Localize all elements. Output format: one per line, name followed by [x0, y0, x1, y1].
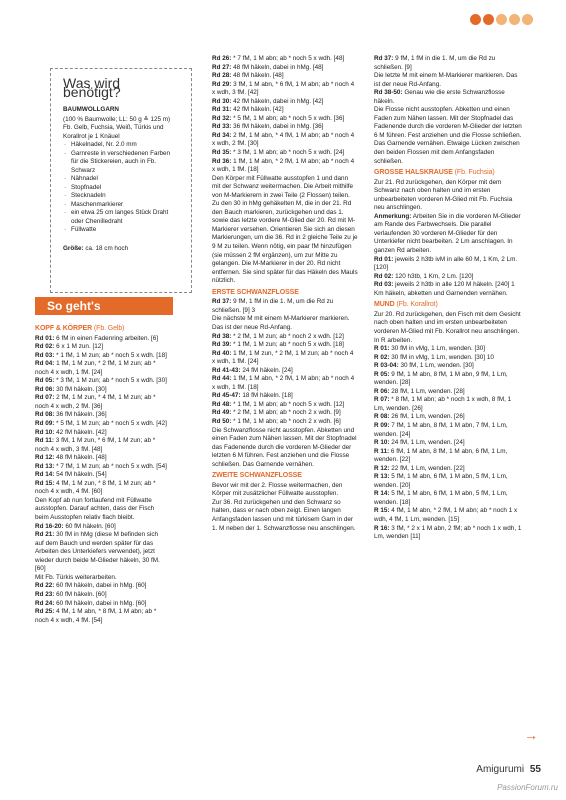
instruction-line	[374, 106, 522, 166]
instruction-text: 26 fM, 1 Lm, wenden. [26]	[389, 413, 465, 421]
round-label: Rd 02:	[35, 343, 55, 351]
instruction-line	[35, 386, 167, 395]
round-label: Rd 05:	[35, 377, 55, 385]
list-item: · Garnreste in verschiedenen Farben für die Stickereien, auch in Fb. Schwarz	[63, 150, 179, 176]
instruction-text: 48 fM häkeln. [48]	[54, 454, 107, 462]
instruction-text: 24 fM, 1 Lm, wenden. [24]	[389, 439, 465, 447]
size-line	[63, 245, 179, 254]
instruction-line	[35, 343, 167, 352]
section-heading-color: (Fb. Fuchsia)	[454, 169, 495, 177]
instruction-line	[35, 360, 167, 377]
instruction-line	[212, 81, 358, 98]
instruction-text: Zur 36. Rd zurückgehen und den Schwanz so halten, dass er nach oben zeigt. Einen langen Anfangsfaden lassen und mit türkisem Garn in der 1. M neben der 1. Schwanzflosse neu anschlingen.	[212, 498, 356, 532]
instruction-text: 22 fM, 1 Lm, wenden. [22]	[389, 464, 465, 472]
round-label: R 06:	[374, 387, 390, 395]
round-label: Rd 12:	[35, 454, 55, 462]
round-label: R 01:	[374, 345, 390, 353]
round-label: Rd 37:	[212, 298, 232, 306]
instruction-text: 3 fM, 1 M abn, * 6 fM, 1 M abn; ab * noch 4 x wdh, 3 fM. [42]	[212, 80, 355, 97]
instruction-text: 42 fM häkeln, dabei in hMg. [42]	[231, 97, 324, 105]
section-heading	[212, 472, 358, 481]
round-label: Rd 07:	[35, 394, 55, 402]
instruction-line	[374, 72, 522, 89]
instruction-line	[374, 362, 522, 371]
round-label: Rd 39:	[212, 341, 232, 349]
round-label: Rd 03:	[35, 351, 55, 359]
round-label: Rd 04:	[35, 360, 55, 368]
instruction-line	[212, 315, 358, 332]
instruction-text: * 3 fM, 1 M zun; ab * noch 5 x wdh. [30]	[54, 377, 167, 385]
instruction-line	[374, 345, 522, 354]
instruction-line	[35, 523, 167, 532]
round-label: Rd 01:	[374, 255, 394, 263]
column-1	[35, 322, 167, 625]
round-label: Rd 24:	[35, 599, 55, 607]
instruction-line	[374, 422, 522, 439]
instruction-text: * 1 fM, 1 M zun; ab * noch 5 x wdh. [18]	[231, 341, 344, 349]
round-label: R 16:	[374, 524, 390, 532]
instruction-line	[374, 55, 522, 72]
yarn-header: BAUMWOLLGARN	[63, 106, 119, 113]
instruction-text: 3 fM, * 2 x 1 M abn, 2 fM; ab * noch 1 x wdh, 1 Lm, wenden [11]	[374, 524, 522, 541]
instruction-text: Die Schwanzflosse nicht ausstopfen. Abketten und einen Faden zum Nähen lassen. Mit der Stopfnadel das Fadenende durch die vorderen M-Glieder der letzten 6 M führen. Fest anziehen und die Flosse schließen. Das Garnende vernähen.	[212, 426, 357, 468]
instruction-text: 60 fM häkeln, dabei in hMg. [60]	[54, 582, 147, 590]
instruction-text: Zur 20. Rd zurückgehen, den Fisch mit dem Gesicht nach oben halten und im ersten unbearbeiteten vorderen M-Glied mit Fb. Korallrot neu anschlingen. In R arbeiten.	[374, 310, 521, 344]
magazine-name: Amigurumi	[476, 764, 525, 775]
round-label: Rd 49:	[212, 409, 232, 417]
round-label: Rd 08:	[35, 411, 55, 419]
section-heading-color: (Fb. Korallrot)	[396, 301, 438, 309]
section-heading-text: ZWEITE SCHWANZFLOSSE	[212, 472, 302, 480]
instruction-text: * 7 fM, 1 M zun; ab * noch 5 x wdh. [54]	[54, 462, 167, 470]
section-heading	[35, 325, 167, 334]
instruction-line	[374, 525, 522, 542]
round-label: Rd 25:	[35, 608, 55, 616]
instruction-text: 48 fM häkeln, dabei in hMg. [48]	[231, 63, 324, 71]
instruction-text: 30 fM in vMg, 1 Lm, wenden. [30]	[389, 345, 486, 353]
round-label: Rd 21:	[35, 531, 55, 539]
round-label: Rd 38:	[212, 332, 232, 340]
instruction-text: 30 fM, 1 Lm, wenden. [30]	[398, 362, 474, 370]
round-label: R 13:	[374, 473, 390, 481]
section-heading-text: ERSTE SCHWANZFLOSSE	[212, 288, 299, 296]
instruction-text: Die Flosse nicht ausstopfen. Abketten und einen Faden zum Nähen lassen. Mit der Stopfnadel das Fadenende durch die vorderen M-Glieder der letzten 6 M führen. Fest anziehen und die Flosse schließen. Das Garnende vernähen. Etwaige Lücken zwischen den beiden Flossen mit dem Anfangsfaden schließen.	[374, 106, 522, 165]
round-label: Rd 48:	[212, 400, 232, 408]
section-heading	[374, 301, 522, 310]
instruction-text: Mit Fb. Türkis weiterarbeiten.	[35, 573, 117, 581]
instruction-line	[212, 98, 358, 107]
list-item: · Nähnadel	[63, 175, 179, 184]
instruction-line	[374, 281, 522, 298]
round-label: Rd 32:	[212, 114, 232, 122]
round-label: R 07:	[374, 396, 390, 404]
section-heading-text: GROSSE HALSKRAUSE	[374, 169, 453, 177]
instruction-text: 36 fM häkeln, dabei in hMg. [36]	[231, 123, 324, 131]
instruction-text: 54 fM häkeln. [54]	[54, 471, 107, 479]
round-label: R 12:	[374, 464, 390, 472]
round-label: Rd 11:	[35, 437, 55, 445]
instruction-line	[212, 123, 358, 132]
instruction-line	[212, 427, 358, 470]
instruction-text: 24 fM häkeln. [24]	[240, 366, 293, 374]
instruction-text: 60 fM häkeln. [60]	[54, 590, 107, 598]
round-label: Rd 35:	[212, 149, 232, 157]
round-label: Rd 06:	[35, 385, 55, 393]
instruction-line	[212, 175, 358, 201]
page-number: 55	[529, 764, 541, 775]
round-label: R 14:	[374, 490, 390, 498]
instruction-line	[212, 341, 358, 350]
list-item: · ein etwa 25 cm langes Stück Draht oder Chenilledraht	[63, 209, 179, 226]
instruction-line	[374, 413, 522, 422]
instruction-line	[374, 371, 522, 388]
instruction-line	[212, 333, 358, 342]
instruction-text: jeweils 2 h3tb ivM in alle 60 M, 1 Km, 2 Lm. [120]	[374, 255, 518, 272]
instruction-line	[212, 375, 358, 392]
instruction-line	[212, 158, 358, 175]
instruction-line	[374, 179, 522, 213]
instruction-line	[212, 200, 358, 285]
instruction-text: * 8 fM, 1 M abn; ab * noch 1 x wdh, 8 fM, 1 Lm, wenden. [26]	[374, 396, 512, 412]
instruction-text: Die nächste M mit einem M-Markierer markieren. Das ist der neue Rd-Anfang.	[212, 315, 350, 331]
round-label: Rd 28:	[212, 72, 232, 80]
instruction-text: 30 fM in hMg (diese M befinden sich auf dem Bauch und werden später für das Arbeiten des Unterkiefers verwendet), jetzt wieder durch beide M-Glieder häkeln, 30 fM. [60]	[35, 531, 160, 573]
instruction-text: Die letzte M mit einem M-Markierer markieren. Das ist der neue Rd-Anfang.	[374, 72, 518, 88]
section-dot	[483, 14, 494, 25]
instruction-text: 9 fM, 1 M abn, 8 fM, 1 M abn, 9 fM, 1 Lm, wenden. [28]	[374, 370, 508, 387]
instruction-text: jeweils 2 h3tb in alle 120 M häkeln. [240] 1 Km häkeln, abketten und Garnenden vernähen.	[374, 281, 515, 297]
round-label: Rd 26:	[212, 55, 232, 62]
instruction-line	[35, 497, 167, 523]
page-footer	[476, 764, 541, 775]
instruction-text: 9 fM, 1 fM in die 1. M, um die Rd zu schließen. [9]	[374, 55, 496, 71]
round-label: Anmerkung:	[374, 212, 412, 220]
instruction-text: Bevor wir mit der 2. Flosse weitermachen, den Körper mit zusätzlicher Füllwatte ausstopfen.	[212, 481, 343, 498]
instruction-text: Arbeiten Sie in die vorderen M-Glieder am Rande des Farbwechsels. Die parallel verlaufenden 30 vorderen M-Glieder für den Unterkiefer nicht bearbeiten. 2 Lm anschlagen. In ganzen Rd arbeiten.	[374, 212, 521, 255]
watermark: PassionForum.ru	[497, 783, 558, 792]
list-item: · Stopfnadel	[63, 184, 179, 193]
instruction-line	[35, 454, 167, 463]
instruction-text: 42 fM häkeln. [42]	[231, 106, 284, 114]
instruction-line	[35, 574, 167, 583]
instruction-text: * 1 fM, 1 M zun; ab * noch 5 x wdh. [18]	[54, 351, 167, 359]
instruction-text: 6 fM, 1 M abn, 8 fM, 1 M abn, 6 fM, 1 Lm, wenden. [22]	[374, 447, 508, 464]
instruction-text: * 2 fM, 1 M abn; ab * noch 2 x wdh. [9]	[231, 409, 341, 417]
instruction-text: 18 fM häkeln. [18]	[240, 392, 293, 400]
instruction-text: 1 fM, 1 M abn, * 2 fM, 1 M abn; ab * noch 4 x wdh, 1 fM. [18]	[212, 375, 355, 391]
instruction-text: 42 fM häkeln. [42]	[54, 428, 107, 436]
instruction-text: * 5 fM, 1 M abn; ab * noch 5 x wdh. [36]	[231, 114, 345, 122]
instruction-text: 1 fM, 1 M zun, * 2 fM, 1 M zun; ab * noch 4 x wdh, 1 fM. [24]	[35, 360, 156, 376]
instruction-text: 5 fM, 1 M abn, 6 fM, 1 M abn, 5 fM, 1 Lm, wenden. [18]	[374, 490, 508, 506]
section-heading-color: (Fb. Gelb)	[93, 325, 125, 332]
instruction-text: Zu den 30 in hMg gehäkelten M, die in der 21. Rd den Bauch markieren, zurückgehen und das 1. sowie das letzte vordere M-Glied der 20. Rd mit M-Markierer versehen. Orientieren Sie sich an diesen Markierungen, um die 36. Rd in 2 gleiche Teile zu je 9 M zu teilen. Wenn nötig, ein paar fM hinzufügen (sie müssen 2 fM ergänzen), um zur Mitte zu gelangen. Die M-Markierer in der 20. Rd nicht entfernen. Sie sind später für das Häkeln des Mauls nützlich.	[212, 200, 358, 285]
instruction-line	[35, 394, 167, 411]
instruction-line	[212, 401, 358, 410]
materials-title: Was wird benötigt?	[63, 75, 121, 100]
instruction-line	[35, 437, 167, 454]
round-label: Rd 02:	[374, 272, 394, 280]
section-dot	[509, 14, 520, 25]
instruction-line	[35, 591, 167, 600]
instruction-line	[35, 480, 167, 497]
instruction-text: 30 fM häkeln. [30]	[54, 385, 107, 393]
round-label: R 11:	[374, 447, 390, 455]
instruction-line	[35, 420, 167, 429]
instruction-text: 36 fM häkeln. [36]	[54, 411, 107, 419]
round-label: R 15:	[374, 507, 390, 515]
instruction-text: 60 fM häkeln. [60]	[63, 522, 116, 530]
round-label: Rd 38-50:	[374, 89, 403, 97]
instruction-line	[35, 352, 167, 361]
instruction-text: 4 fM, 1 M zun, * 8 fM, 1 M zun; ab * noch 4 x wdh, 4 fM. [60]	[35, 479, 156, 496]
round-label: Rd 13:	[35, 462, 55, 470]
list-item: · Häkelnadel, Nr. 2.0 mm	[63, 141, 179, 150]
instruction-line	[374, 388, 522, 397]
section-heading-text: KOPF & KÖRPER	[35, 325, 93, 332]
instruction-line	[35, 377, 167, 386]
instruction-text: 30 fM in vMg, 1 Lm, wenden. [30] 10	[389, 353, 494, 361]
round-label: Rd 30:	[212, 97, 232, 105]
instruction-line	[212, 482, 358, 499]
instruction-line	[35, 608, 167, 625]
instruction-line	[35, 411, 167, 420]
section-dot	[496, 14, 507, 25]
instruction-line	[212, 499, 358, 533]
instruction-line	[35, 335, 167, 344]
instruction-line	[374, 473, 522, 490]
round-label: R 03-04:	[374, 362, 399, 370]
instruction-text: * 5 fM, 1 M zun; ab * noch 5 x wdh. [42]	[54, 420, 167, 428]
instruction-text: * 1 fM, 1 M abn; ab * noch 5 x wdh. [12]	[231, 400, 345, 408]
instruction-text: 120 h3tb, 1 Km, 2 Lm. [120]	[393, 272, 474, 280]
section-heading	[212, 289, 358, 298]
yarn-text: (100 % Baumwolle; LL: 50 g ≙ 125 m) Fb. Gelb, Fuchsia, Weiß, Türkis und Korallrot je 1 Knäuel	[63, 115, 171, 140]
round-label: Rd 16-20:	[35, 522, 64, 530]
list-item: · Füllwatte	[63, 226, 179, 235]
instruction-line	[212, 55, 358, 64]
instruction-line	[212, 392, 358, 401]
column-2	[212, 55, 358, 533]
instruction-text: * 7 fM, 1 M abn; ab * noch 5 x wdh. [48]	[231, 55, 345, 62]
instruction-line	[212, 149, 358, 158]
instruction-line	[212, 409, 358, 418]
instruction-text: 7 fM, 1 M abn, 8 fM, 1 M abn, 7 fM, 1 Lm, wenden. [24]	[374, 421, 508, 438]
instruction-text: 6 x 1 M zun. [12]	[54, 343, 104, 351]
instruction-line	[212, 64, 358, 73]
round-label: Rd 27:	[212, 63, 232, 71]
instruction-line	[212, 106, 358, 115]
instruction-line	[35, 531, 167, 574]
instruction-text: Den Körper mit Füllwatte ausstopfen 1 und dann mit der Schwanz weitermachen. Die Arbeit mithilfe von M-Markierern in zwei Teile (2 Flossen) teilen.	[212, 174, 354, 199]
instruction-line	[374, 311, 522, 345]
instruction-text: Genau wie die erste Schwanzflosse häkeln.	[374, 89, 505, 105]
instruction-line	[35, 429, 167, 438]
round-label: Rd 33:	[212, 123, 232, 131]
round-label: Rd 22:	[35, 582, 55, 590]
instruction-line	[374, 465, 522, 474]
instruction-text: 60 fM häkeln, dabei in hMg. [60]	[54, 599, 147, 607]
round-label: R 05:	[374, 370, 390, 378]
round-label: R 08:	[374, 413, 390, 421]
instruction-line	[212, 115, 358, 124]
instruction-line	[374, 273, 522, 282]
instruction-line	[212, 298, 358, 315]
instruction-line	[35, 463, 167, 472]
round-label: R 10:	[374, 439, 390, 447]
instruction-line	[35, 582, 167, 591]
instruction-line	[374, 89, 522, 106]
round-label: R 09:	[374, 421, 390, 429]
instruction-line	[374, 213, 522, 256]
instruction-text: 6 fM in einen Fadenring arbeiten. [6]	[54, 334, 159, 342]
materials-list	[63, 141, 179, 235]
round-label: Rd 45-47:	[212, 392, 241, 400]
section-dot	[522, 14, 533, 25]
round-label: Rd 09:	[35, 420, 55, 428]
round-label: R 02:	[374, 353, 390, 361]
instruction-text: 4 fM, 1 M abn, * 8 fM, 1 M abn; ab * noch 4 x wdh, 4 fM. [54]	[35, 608, 157, 624]
instruction-text: * 1 fM, 1 M abn; ab * noch 2 x wdh. [6]	[231, 417, 341, 425]
instruction-text: * 2 fM, 1 M zun; ab * noch 2 x wdh. [12]	[231, 332, 344, 340]
round-label: Rd 10:	[35, 428, 55, 436]
section-banner: So geht's	[35, 297, 173, 315]
instruction-line	[212, 132, 358, 149]
round-label: Rd 15:	[35, 479, 55, 487]
instruction-line	[374, 256, 522, 273]
instruction-text: 5 fM, 1 M abn, 6 fM, 1 M abn, 5 fM, 1 Lm, wenden. [20]	[374, 473, 508, 489]
instruction-line	[374, 490, 522, 507]
instruction-line	[212, 72, 358, 81]
instruction-line	[35, 600, 167, 609]
instruction-text: 28 fM, 1 Lm, wenden. [28]	[389, 387, 465, 395]
round-label: Rd 44:	[212, 375, 232, 383]
round-label: Rd 37:	[374, 55, 394, 62]
round-label: Rd 50:	[212, 417, 232, 425]
size-value: ca. 18 cm hoch	[85, 244, 129, 252]
instruction-text: 1 fM, 1 M zun, * 2 fM, 1 M zun; ab * noch 4 x wdh, 1 fM. [24]	[212, 349, 354, 366]
instruction-text: Zur 21. Rd zurückgehen, den Körper mit dem Schwanz nach oben halten und im ersten unbearbeiteten vorderen M-Glied mit Fb. Fuchsia neu anschlingen.	[374, 178, 513, 212]
section-heading-text: MUND	[374, 301, 395, 309]
list-item: · Stecknadeln	[63, 192, 179, 201]
instruction-line	[212, 350, 358, 367]
column-3	[374, 55, 522, 542]
instruction-text: 2 fM, 1 M abn, * 4 fM, 1 M abn; ab * noch 4 x wdh, 2 fM. [30]	[212, 131, 355, 148]
instruction-line	[212, 367, 358, 376]
section-dots	[470, 14, 533, 25]
instruction-line	[374, 448, 522, 465]
round-label: Rd 31:	[212, 106, 232, 114]
round-label: Rd 01:	[35, 334, 55, 342]
instruction-text: 2 fM, 1 M zun, * 4 fM, 1 M zun; ab * noch 4 x wdh, 2 fM. [36]	[35, 394, 156, 410]
round-label: Rd 41-43:	[212, 366, 241, 374]
size-label: Größe:	[63, 244, 84, 252]
round-label: Rd 36:	[212, 157, 232, 165]
arrow-right-icon: →	[524, 727, 538, 743]
instruction-line	[374, 354, 522, 363]
list-item: · Maschenmarkierer	[63, 201, 179, 210]
materials-box	[50, 68, 192, 293]
instruction-line	[374, 396, 522, 413]
instruction-text: 9 fM, 1 fM in die 1. M, um die Rd zu schließen. [9] 3	[212, 298, 334, 314]
section-dot	[470, 14, 481, 25]
instruction-text: * 3 fM, 1 M abn; ab * noch 5 x wdh. [24]	[231, 149, 345, 157]
instruction-text: 48 fM häkeln. [48]	[231, 72, 284, 80]
instruction-line	[374, 439, 522, 448]
round-label: Rd 14:	[35, 471, 55, 479]
round-label: Rd 29:	[212, 80, 232, 88]
round-label: Rd 40:	[212, 349, 232, 357]
round-label: Rd 23:	[35, 590, 55, 598]
instruction-line	[212, 418, 358, 427]
round-label: Rd 34:	[212, 131, 232, 139]
instruction-text: 1 fM, 1 M abn, * 2 fM, 1 M abn; ab * noch 4 x wdh, 1 fM. [18]	[212, 157, 355, 174]
round-label: Rd 03:	[374, 281, 394, 289]
instruction-text: 3 fM, 1 M zun, * 6 fM, 1 M zun; ab * noch 4 x wdh, 3 fM. [48]	[35, 437, 156, 453]
instruction-text: 4 fM, 1 M abn, * 2 fM, 1 M abn; ab * noch 1 x wdh, 4 fM, 1 Lm, wenden. [15]	[374, 507, 518, 523]
instruction-line	[35, 471, 167, 480]
section-heading	[374, 169, 522, 178]
instruction-text: Den Kopf ab nun fortlaufend mit Füllwatte ausstopfen. Darauf achten, dass der Fisch beim Ausstopfen relativ flach bleibt.	[35, 496, 155, 522]
instruction-line	[374, 507, 522, 524]
